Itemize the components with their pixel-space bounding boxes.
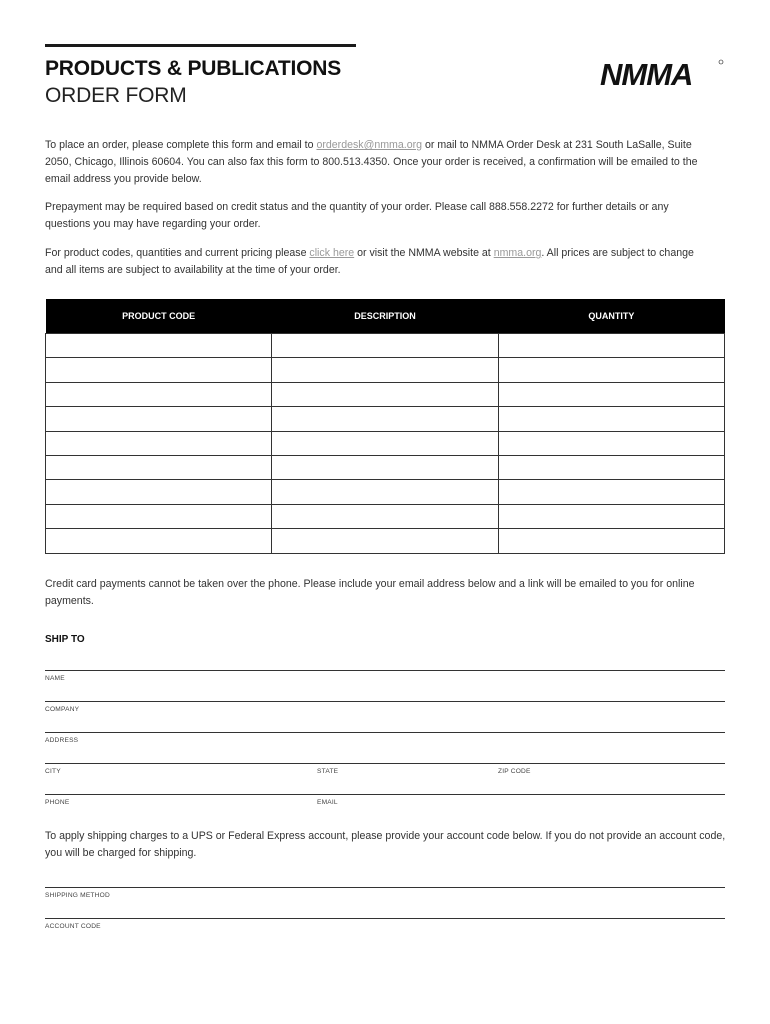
city-label: CITY	[45, 768, 61, 775]
nmma-logo	[598, 56, 726, 90]
product-code-cell[interactable]	[46, 334, 272, 358]
ship-to-heading: SHIP TO	[45, 634, 85, 645]
table-row	[46, 334, 725, 358]
description-cell[interactable]	[272, 382, 498, 406]
quantity-cell[interactable]	[498, 382, 724, 406]
table-row	[46, 504, 725, 528]
state-label: STATE	[317, 768, 339, 775]
account-code-field[interactable]	[45, 918, 725, 919]
table-row	[46, 358, 725, 382]
description-cell[interactable]	[272, 334, 498, 358]
page-title: PRODUCTS & PUBLICATIONS	[45, 57, 342, 80]
company-label: COMPANY	[45, 706, 80, 713]
description-cell[interactable]	[272, 431, 498, 455]
product-code-cell[interactable]	[46, 504, 272, 528]
orderdesk-email-link[interactable]: orderdesk@nmma.org	[316, 139, 423, 151]
company-field[interactable]	[45, 701, 725, 702]
name-label: NAME	[45, 675, 65, 682]
description-cell[interactable]	[272, 480, 498, 504]
table-row	[46, 455, 725, 479]
product-code-cell[interactable]	[46, 455, 272, 479]
address-field[interactable]	[45, 732, 725, 733]
description-cell[interactable]	[272, 504, 498, 528]
description-header: DESCRIPTION	[272, 299, 498, 334]
table-row	[46, 480, 725, 504]
address-label: ADDRESS	[45, 737, 79, 744]
payment-note: Credit card payments cannot be taken over the phone. Please include your email address below and a link will be emailed to you for online payments.	[45, 578, 695, 607]
phone-email-field[interactable]	[45, 794, 725, 795]
shipping-method-label: SHIPPING METHOD	[45, 892, 110, 899]
svg-text:NMMA: NMMA	[600, 57, 693, 90]
order-table-header	[46, 299, 725, 334]
click-here-link[interactable]: click here	[309, 247, 355, 259]
intro-paragraph-prepayment: Prepayment may be required based on credit status and the quantity of your order. Please call 888.558.2272 for further details or any questions you may have regarding your order.	[45, 201, 669, 230]
quantity-cell[interactable]	[498, 480, 724, 504]
order-table	[45, 299, 725, 554]
quantity-cell[interactable]	[498, 504, 724, 528]
intro-paragraph-order: To place an order, please complete this form and email to orderdesk@nmma.org or mail to NMMA Order Desk at 231 South LaSalle, Suite 2050, Chicago, Illinois 60604. You can also fax this form to 800.513.4350. Once your order is received, a confirmation will be emailed to the email address you provide below.	[45, 139, 698, 185]
product-code-cell[interactable]	[46, 358, 272, 382]
table-row	[46, 431, 725, 455]
page-subtitle: ORDER FORM	[45, 84, 187, 107]
product-code-header: PRODUCT CODE	[46, 299, 272, 334]
header-rule	[45, 44, 356, 47]
product-code-cell[interactable]	[46, 382, 272, 406]
email-label: EMAIL	[317, 799, 338, 806]
quantity-cell[interactable]	[498, 529, 724, 553]
account-code-label: ACCOUNT CODE	[45, 923, 101, 930]
quantity-cell[interactable]	[498, 407, 724, 431]
intro-paragraph-pricing: For product codes, quantities and current pricing please click here or visit the NMMA website at nmma.org. All prices are subject to change and all items are subject to availability at the time of your order.	[45, 247, 694, 276]
table-row	[46, 529, 725, 553]
quantity-header: QUANTITY	[498, 299, 724, 334]
description-cell[interactable]	[272, 407, 498, 431]
description-cell[interactable]	[272, 529, 498, 553]
description-cell[interactable]	[272, 455, 498, 479]
phone-label: PHONE	[45, 799, 70, 806]
shipping-method-field[interactable]	[45, 887, 725, 888]
table-row	[46, 407, 725, 431]
quantity-cell[interactable]	[498, 455, 724, 479]
zip-code-label: ZIP CODE	[498, 768, 531, 775]
city-state-zip-field[interactable]	[45, 763, 725, 764]
quantity-cell[interactable]	[498, 334, 724, 358]
description-cell[interactable]	[272, 358, 498, 382]
table-row	[46, 382, 725, 406]
nmma-website-link[interactable]: nmma.org	[493, 247, 542, 259]
quantity-cell[interactable]	[498, 431, 724, 455]
quantity-cell[interactable]	[498, 358, 724, 382]
product-code-cell[interactable]	[46, 480, 272, 504]
product-code-cell[interactable]	[46, 407, 272, 431]
shipping-note: To apply shipping charges to a UPS or Federal Express account, please provide your account code below. If you do not provide an account code, you will be charged for shipping.	[45, 830, 726, 859]
name-field[interactable]	[45, 670, 725, 671]
product-code-cell[interactable]	[46, 529, 272, 553]
product-code-cell[interactable]	[46, 431, 272, 455]
